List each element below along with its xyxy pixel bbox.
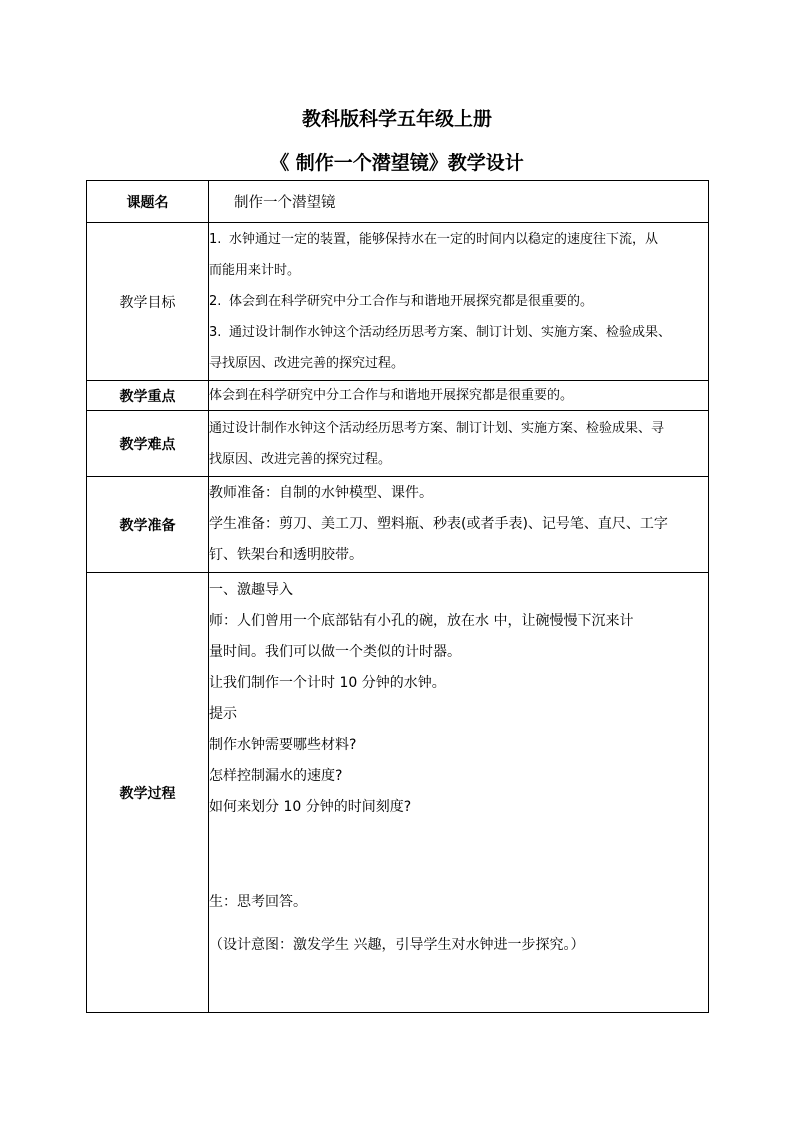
process-teacher-line-1: 师：人们曾用一个底部钻有小孔的碗，放在水 中，让碗慢慢下沉来计 [209,613,634,629]
process-hint-label: 提示 [209,706,237,722]
process-content [209,573,709,1013]
process-gap [209,918,708,930]
lesson-plan-table [86,180,709,1013]
document-subtitle: 《 制作一个潜望镜》教学设计 [270,152,524,174]
process-teacher-line-2: 量时间。我们可以做一个类似的计时器。 [209,644,461,660]
objectives-label: 教学目标 [87,223,209,381]
process-hint-1: 制作水钟需要哪些材料? [209,737,357,753]
process-section-heading: 一、激趣导入 [209,582,293,598]
process-label: 教学过程 [87,573,209,1013]
process-hint-3: 如何来划分 10 分钟的时间刻度? [209,799,412,815]
objective-3-line-2: 寻找原因、改进完善的探究过程。 [209,356,405,371]
difficulties-line-1: 通过设计制作水钟这个活动经历思考方案、制订计划、实施方案、检验成果、寻 [209,420,665,436]
preparation-content [209,477,709,573]
preparation-line-1: 教师准备：自制的水钟模型、课件。 [209,485,433,501]
process-teacher-line-3: 让我们制作一个计时 10 分钟的水钟。 [209,675,446,691]
table-row-key-points [87,381,709,411]
topic-value: 制作一个潜望镜 [209,181,709,223]
process-design-intent: （设计意图：激发学生 兴趣，引导学生对水钟进一步探究。） [209,937,585,953]
difficulties-label: 教学难点 [87,411,209,477]
document-title: 教科版科学五年级上册 [301,108,492,130]
table-row-process [87,573,709,1013]
table-row-preparation [87,477,709,573]
process-hint-2: 怎样控制漏水的速度? [209,768,343,784]
objective-2: 2. 体会到在科学研究中分工合作与和谐地开展探究都是很重要的。 [209,294,594,309]
objectives-content [209,223,709,381]
key-points-label: 教学重点 [87,381,209,411]
difficulties-line-2: 找原因、改进完善的探究过程。 [209,451,392,467]
preparation-line-3: 钉、铁架台和透明胶带。 [209,547,363,563]
process-student-response: 生：思考回答。 [209,894,307,910]
preparation-line-2: 学生准备：剪刀、美工刀、塑料瓶、秒表(或者手表)、记号笔、直尺、工字 [209,516,668,532]
process-spacer [209,823,708,887]
difficulties-content [209,411,709,477]
table-row-objectives [87,223,709,381]
objective-1-line-1: 1. 水钟通过一定的装置，能够保持水在一定的时间内以稳定的速度往下流，从 [209,232,659,247]
table-row-topic [87,181,709,223]
objective-1-line-2: 而能用来计时。 [209,263,301,278]
preparation-label: 教学准备 [87,477,209,573]
topic-label: 课题名 [87,181,209,223]
objective-3-line-1: 3. 通过设计制作水钟这个活动经历思考方案、制订计划、实施方案、检验成果、 [209,325,672,340]
key-points-value: 体会到在科学研究中分工合作与和谐地开展探究都是很重要的。 [209,381,709,411]
table-row-difficulties [87,411,709,477]
